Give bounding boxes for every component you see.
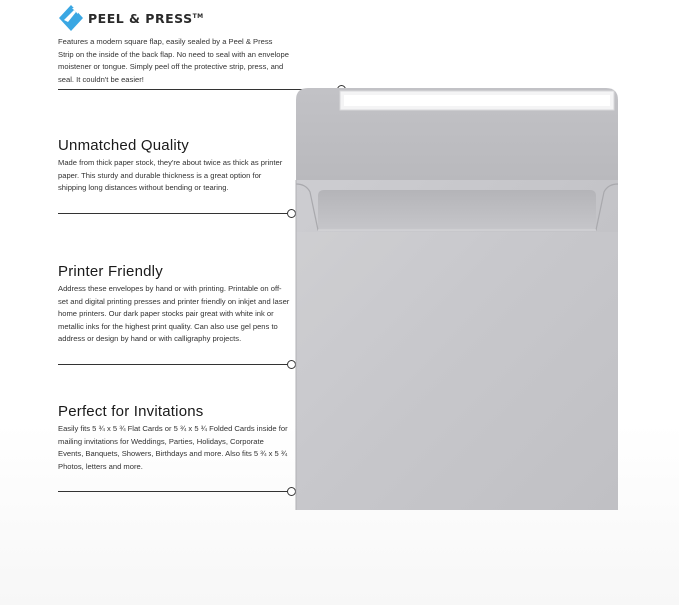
quality-heading: Unmatched Quality xyxy=(58,137,189,154)
connector-line-1 xyxy=(58,89,337,90)
peel-press-arrow-icon xyxy=(58,4,84,32)
connector-line-4 xyxy=(58,491,287,492)
connector-dot-4 xyxy=(287,487,296,496)
invitations-heading: Perfect for Invitations xyxy=(58,403,204,420)
protective-strip xyxy=(344,95,610,106)
connector-dot-2 xyxy=(287,209,296,218)
quality-description: Made from thick paper stock, they're about twice as thick as printer paper. This sturdy and durable thickness is a great option for shipping long distances without bending or tearing. xyxy=(58,158,283,193)
printer-heading: Printer Friendly xyxy=(58,263,163,280)
envelope-body xyxy=(296,180,618,510)
peel-press-strip xyxy=(340,91,614,110)
logo-text: PEEL & PRESS™ xyxy=(88,10,204,26)
printer-description: Address these envelopes by hand or with printing. Printable on off-set and digital printing presses and printer friendly on inkjet and laser home printers. Our dark paper stocks pair great with white ink or metallic inks for the highest print quality. Can also use gel pens to address or design by hand or with calligraphy projects. xyxy=(58,284,290,344)
envelope-flap xyxy=(296,88,618,180)
connector-line-3 xyxy=(58,364,287,365)
peel-press-logo xyxy=(58,4,204,32)
connector-dot-3 xyxy=(287,360,296,369)
connector-line-2 xyxy=(58,213,287,214)
invitations-description: Easily fits 5 ¾ x 5 ¾ Flat Cards or 5 ¾ x 5 ¾ Folded Cards inside for mailing invitations for Weddings, Parties, Holidays, Corporate Events, Banquets, Showers, Birthdays and more. Also fits 5 ¾ x 5 ¾ Photos, letters and more. xyxy=(58,424,288,471)
peel-press-description: Features a modern square flap, easily sealed by a Peel & Press Strip on the inside of the back flap. No need to seal with an envelope moistener or tongue. Simply peel off the protective strip, press, and seal. It couldn't be easier! xyxy=(58,37,289,84)
connector-dot-1 xyxy=(337,85,346,94)
